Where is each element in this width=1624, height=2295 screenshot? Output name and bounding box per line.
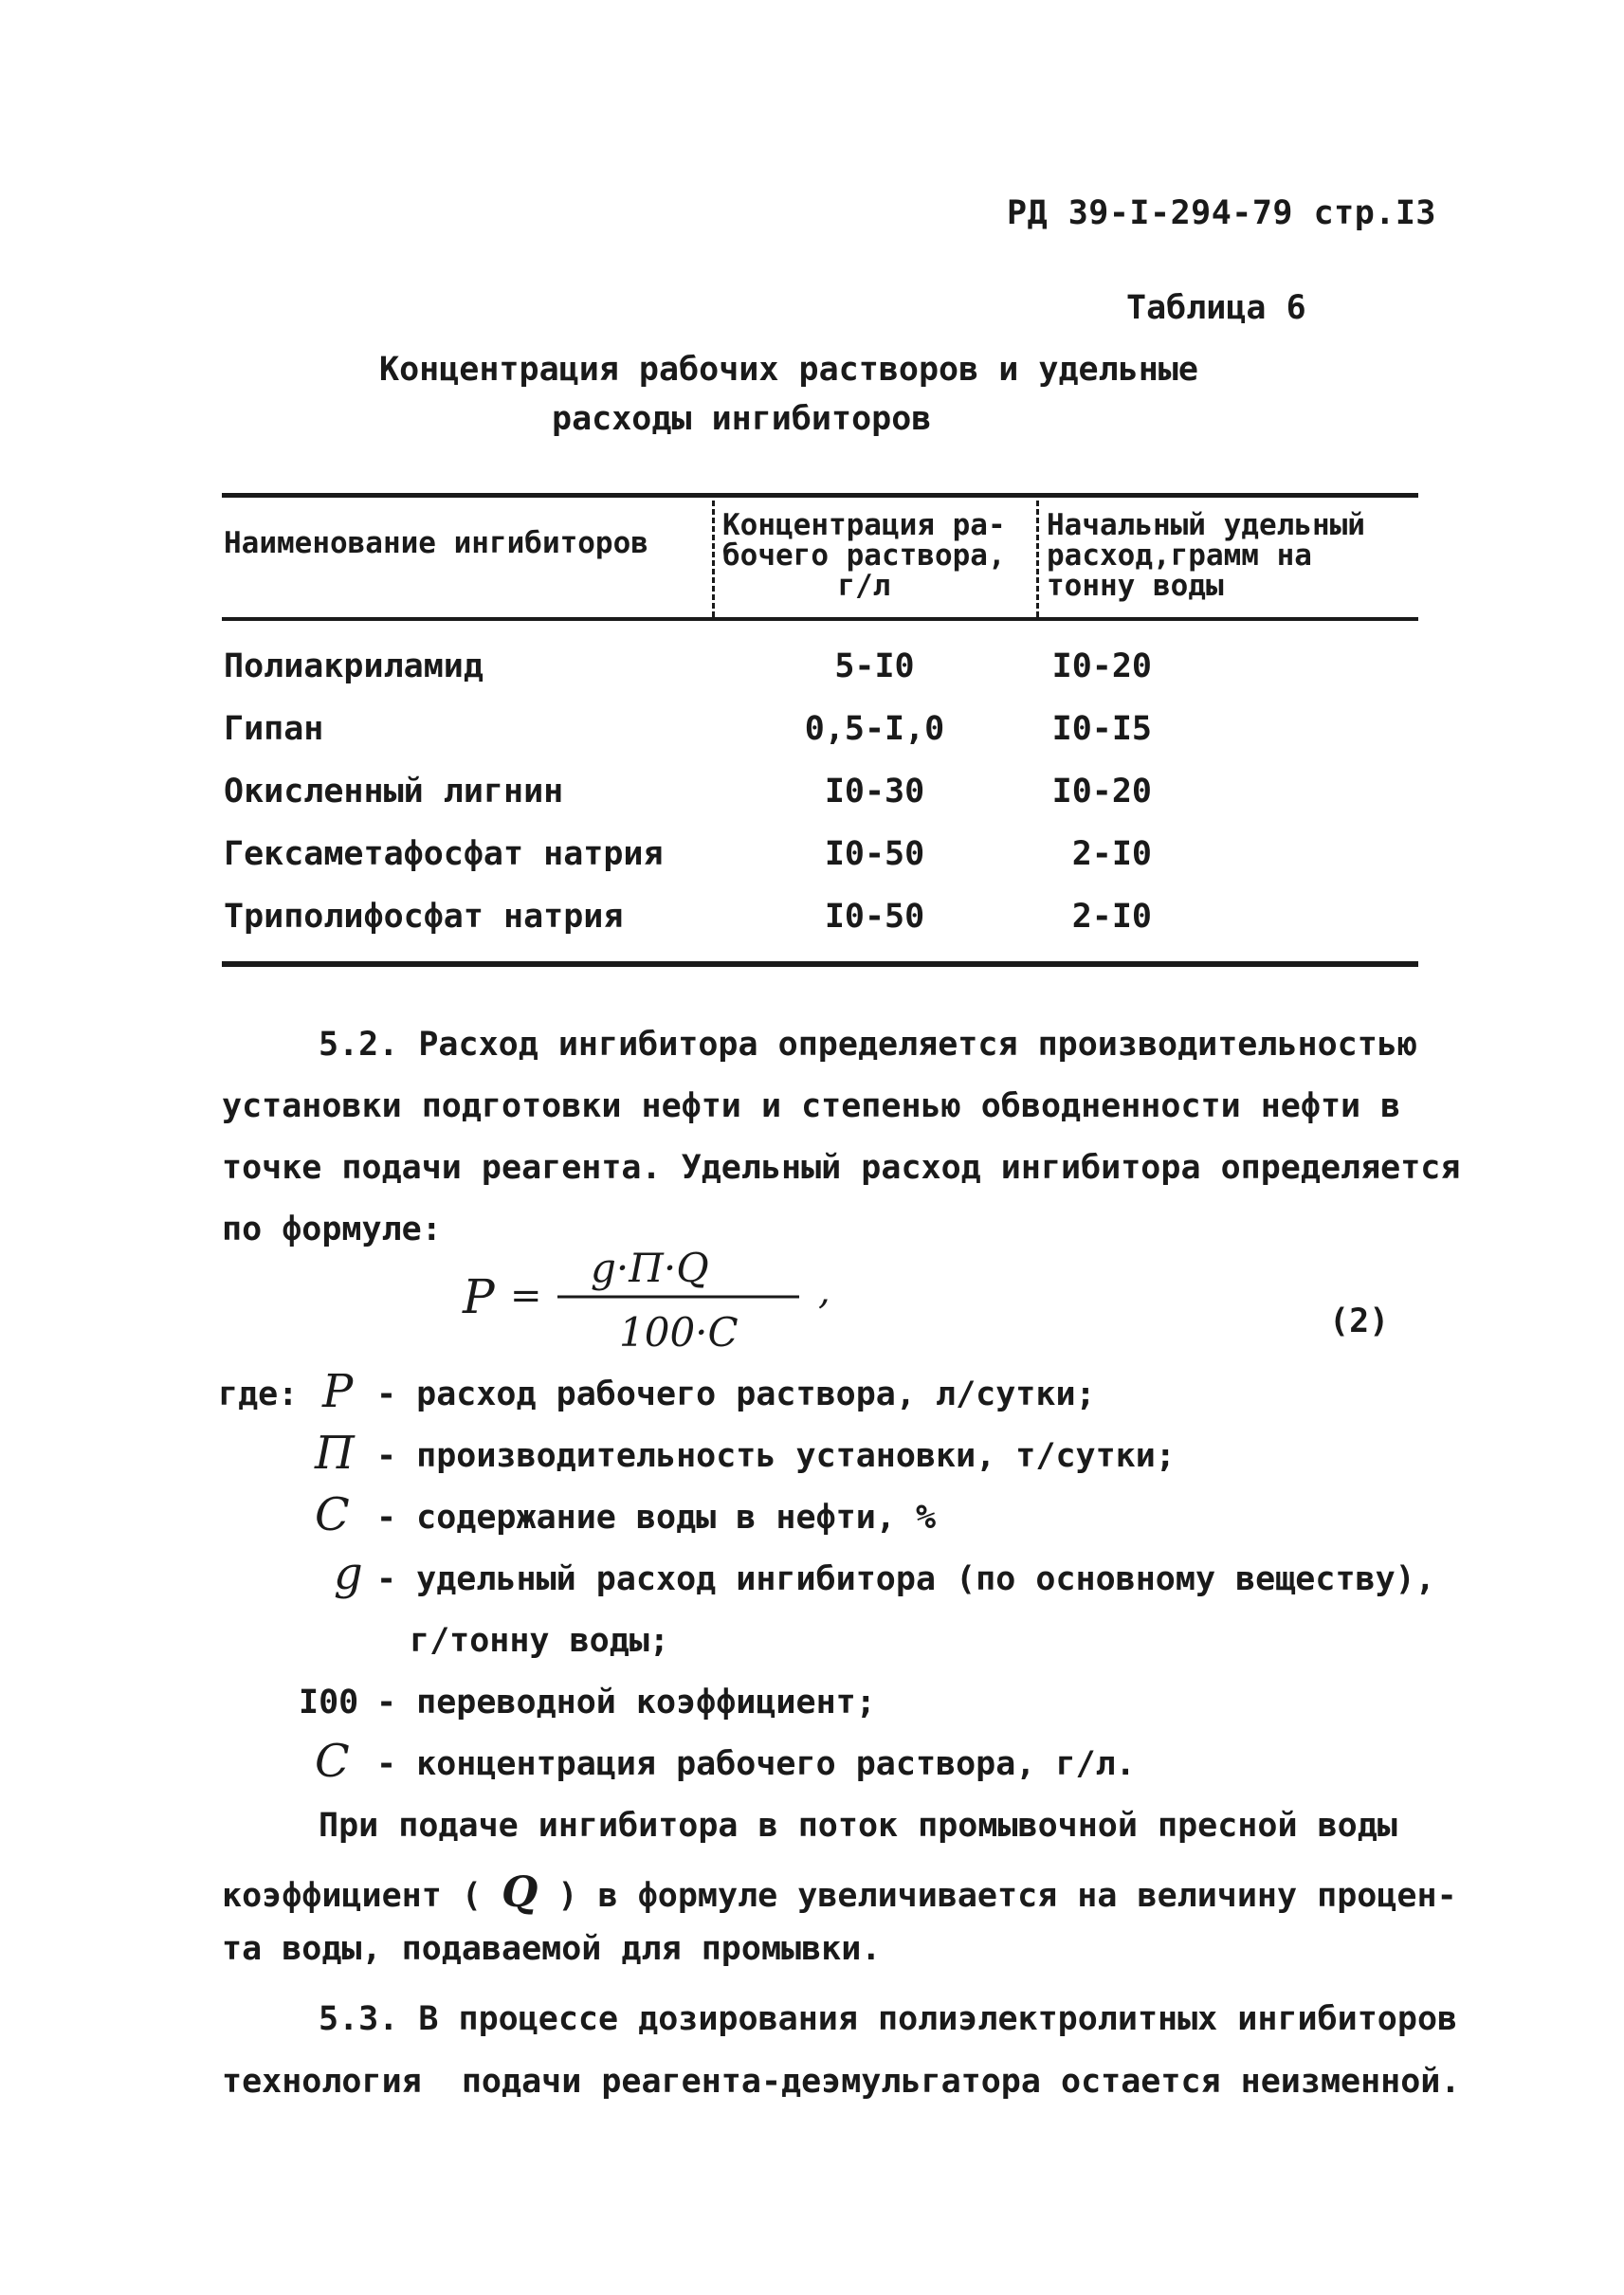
column-header-rate: Начальный удельный расход,грамм на тонну воды [1047, 508, 1365, 603]
symbol-c: C [315, 1488, 350, 1541]
table-caption-line1: Концентрация рабочих растворов и удельные [379, 351, 1198, 389]
table-top-rule [222, 493, 1418, 498]
column-separator [1036, 501, 1039, 617]
formula-numerator: g·П·Q [591, 1245, 709, 1291]
svg-text:,: , [818, 1269, 830, 1313]
inhibitor-name: Полиакриламид [224, 647, 484, 685]
working-concentration: 0,5-I,0 [804, 710, 945, 748]
table-caption-line2: расходы ингибиторов [552, 400, 932, 438]
legend-item: - концентрация рабочего раствора, г/л. [376, 1745, 1136, 1783]
symbol-c: C [315, 1735, 350, 1788]
document-id: РД 39-I-294-79 стр.I3 [1007, 194, 1437, 232]
initial-rate: I0-20 [1051, 647, 1152, 685]
legend-item: - переводной коэффициент; [376, 1684, 876, 1721]
working-concentration: 5-I0 [834, 647, 915, 685]
table-bottom-rule [222, 961, 1418, 967]
paragraph-5-2-line: 5.2. Расход ингибитора определяется производительностью [319, 1026, 1417, 1064]
formula-2 [444, 1213, 861, 1365]
working-concentration: I0-30 [824, 773, 925, 811]
initial-rate: I0-20 [1051, 773, 1152, 811]
symbol-q: Q [502, 1868, 538, 1917]
svg-text:=: = [510, 1274, 542, 1318]
working-concentration: I0-50 [824, 898, 925, 936]
symbol-pi: П [315, 1427, 355, 1480]
legend-item: - производительность установки, т/сутки; [376, 1437, 1176, 1475]
equation-number: (2) [1329, 1302, 1390, 1340]
formula-lhs: P [463, 1269, 495, 1324]
paragraph-5-2-line: установки подготовки нефти и степенью обводненности нефти в [222, 1087, 1401, 1125]
initial-rate: 2-I0 [1071, 898, 1152, 936]
legend-item: - содержание воды в нефти, % [376, 1499, 937, 1537]
legend-item: - удельный расход ингибитора (по основному веществу), [376, 1560, 1435, 1598]
initial-rate: 2-I0 [1071, 835, 1152, 873]
column-header-concentration: Концентрация ра- бочего раствора, г/л [722, 508, 1006, 603]
working-concentration: I0-50 [824, 835, 925, 873]
paragraph-q-line: При подаче ингибитора в поток промывочной пресной воды [319, 1807, 1397, 1845]
formula-denominator: 100·C [619, 1309, 739, 1356]
column-separator [712, 501, 715, 617]
legend-item: - расход рабочего раствора, л/сутки; [376, 1375, 1096, 1413]
table-label: Таблица 6 [1126, 289, 1306, 327]
inhibitor-name: Гексаметафосфат натрия [224, 835, 664, 873]
inhibitor-name: Окисленный лигнин [224, 773, 564, 811]
paragraph-5-2-line: по формуле: [222, 1211, 442, 1248]
paragraph-q-line: коэффициент ( Q ) в формуле увеличивается на величину процен- [222, 1868, 1457, 1917]
initial-rate: I0-I5 [1051, 710, 1152, 748]
inhibitor-name: Гипан [224, 710, 324, 748]
symbol-100: I00 [299, 1684, 359, 1721]
table-header-rule [222, 617, 1418, 621]
inhibitor-name: Триполифосфат натрия [224, 898, 624, 936]
column-header-name: Наименование ингибиторов [224, 526, 648, 560]
paragraph-q-line: та воды, подаваемой для промывки. [222, 1930, 882, 1968]
paragraph-5-2-line: точке подачи реагента. Удельный расход ингибитора определяется [222, 1149, 1461, 1187]
symbol-p: P [322, 1365, 354, 1418]
paragraph-5-3-line: технология подачи реагента-деэмульгатора остается неизменной. [222, 2063, 1461, 2101]
paragraph-5-3-line: 5.3. В процессе дозирования полиэлектролитных ингибиторов [319, 2000, 1458, 2038]
symbol-g: g [334, 1547, 363, 1600]
where-label: где: [218, 1375, 299, 1413]
legend-item-continued: г/тонну воды; [410, 1622, 669, 1660]
